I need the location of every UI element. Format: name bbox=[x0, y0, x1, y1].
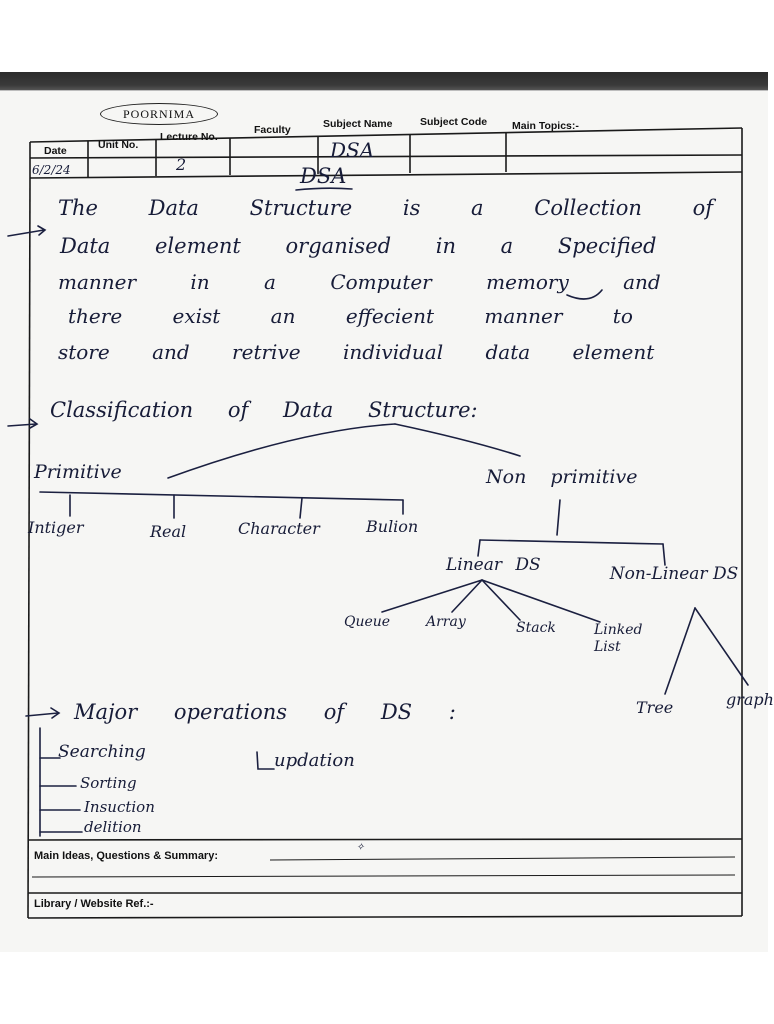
lecture-label: Lecture No. bbox=[160, 131, 218, 143]
primitive-node: Primitive bbox=[34, 461, 122, 483]
primitive-type-character: Character bbox=[238, 519, 320, 538]
non-linear-ds-node: Non-Linear DS bbox=[609, 564, 739, 584]
library-label: Library / Website Ref.:- bbox=[34, 898, 154, 910]
definition-line-3: manner in a Computer memory and bbox=[58, 270, 661, 294]
subject-name-value: DSA bbox=[330, 138, 375, 162]
linear-type-stack: Stack bbox=[516, 620, 556, 636]
faculty-label: Faculty bbox=[254, 124, 291, 136]
unit-label: Unit No. bbox=[98, 139, 139, 151]
operations-heading: Major operations of DS : bbox=[74, 700, 456, 724]
linear-ds-node: Linear DS bbox=[446, 555, 541, 575]
definition-line-2: Data element organised in a Specified bbox=[60, 234, 657, 258]
non-primitive-node: Non primitive bbox=[486, 466, 638, 488]
lecture-value: 2 bbox=[176, 155, 187, 174]
operation-updation: updation bbox=[274, 750, 355, 771]
linear-type-linked-list: Linked List bbox=[594, 622, 643, 655]
date-value: 6/2/24 bbox=[32, 163, 71, 177]
primitive-type-real: Real bbox=[150, 522, 187, 541]
summary-label: Main Ideas, Questions & Summary: bbox=[34, 850, 218, 862]
summary-mark: ✧ bbox=[356, 842, 365, 853]
linear-type-queue: Queue bbox=[344, 614, 391, 630]
non-linear-type-graph: graph bbox=[726, 690, 774, 709]
operation-deletion: delition bbox=[84, 818, 142, 836]
primitive-type-boolean: Bulion bbox=[366, 517, 419, 536]
notes-title: DSA bbox=[300, 164, 347, 188]
definition-line-4: there exist an effecient manner to bbox=[68, 304, 633, 328]
operation-searching: Searching bbox=[58, 742, 146, 762]
non-linear-type-tree: Tree bbox=[636, 698, 674, 717]
definition-line-1: The Data Structure is a Collection of bbox=[58, 196, 713, 220]
operation-sorting: Sorting bbox=[80, 774, 137, 792]
primitive-type-integer: Intiger bbox=[28, 518, 84, 537]
subject-code-label: Subject Code bbox=[420, 116, 488, 128]
linear-type-array: Array bbox=[426, 614, 466, 630]
classification-heading: Classification of Data Structure: bbox=[50, 398, 478, 422]
subject-name-label: Subject Name bbox=[323, 118, 393, 130]
operation-insertion: Insuction bbox=[84, 798, 155, 816]
date-label: Date bbox=[44, 145, 67, 157]
college-logo: POORNIMA bbox=[100, 103, 218, 125]
main-topics-label: Main Topics:- bbox=[512, 120, 579, 132]
definition-line-5: store and retrive individual data element bbox=[58, 340, 655, 364]
